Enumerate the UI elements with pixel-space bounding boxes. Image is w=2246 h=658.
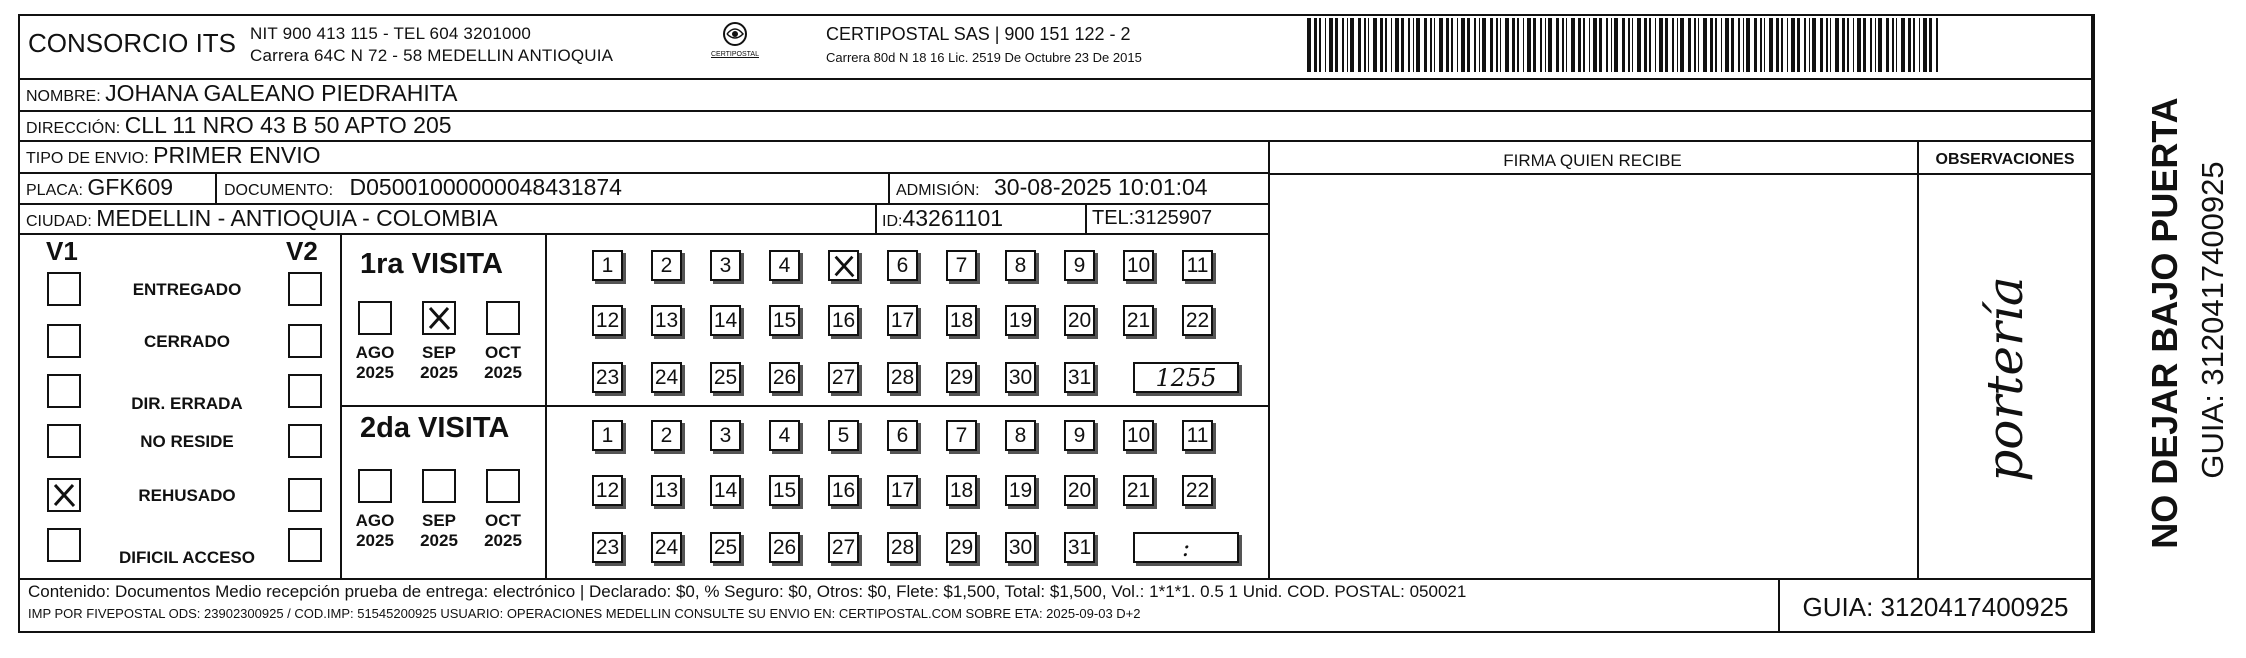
visit1-day-number-3: 3 (719, 254, 732, 277)
visit2-day-7[interactable] (946, 420, 977, 451)
visit2-day-3[interactable] (710, 420, 741, 451)
visit2-day-number-17: 17 (890, 479, 915, 502)
certipostal-address: Carrera 80d N 18 16 Lic. 2519 De Octubre 23 De 2015 (826, 50, 1142, 65)
visit2-day-number-27: 27 (831, 536, 856, 559)
visit1-day-number-16: 16 (831, 309, 856, 332)
visit2-day-19[interactable] (1005, 475, 1036, 506)
id-row (882, 205, 1003, 232)
visit1-month-name-0: AGO (355, 343, 395, 362)
visit2-month-label-1 (409, 511, 469, 551)
visit1-day-number-8: 8 (1014, 254, 1027, 277)
visit2-day-15[interactable] (769, 475, 800, 506)
plate-label: PLACA: (26, 182, 83, 199)
company-name: CONSORCIO ITS (28, 28, 237, 58)
visit1-day-19[interactable] (1005, 305, 1036, 336)
x-mark-icon (424, 303, 454, 333)
status-option-1: CERRADO (144, 332, 230, 351)
admission-label: ADMISIÓN: (896, 182, 980, 199)
visit1-month-year-0: 2025 (356, 363, 394, 382)
visit1-day-18[interactable] (946, 305, 977, 336)
visit1-day-24[interactable] (651, 362, 682, 393)
visit1-day-29[interactable] (946, 362, 977, 393)
visit2-day-number-26: 26 (772, 536, 797, 559)
visit1-day-15[interactable] (769, 305, 800, 336)
visit1-day-number-25: 25 (713, 366, 738, 389)
visit1-month-checkbox-2[interactable] (486, 301, 520, 335)
visit2-day-12[interactable] (592, 475, 623, 506)
visit1-day-12[interactable] (592, 305, 623, 336)
footer-guia: GUIA: 3120417400925 (1802, 592, 2069, 622)
visit1-day-16[interactable] (828, 305, 859, 336)
visit1-time-box[interactable] (1133, 362, 1239, 393)
observations-label: OBSERVACIONES (1935, 151, 2075, 168)
visit2-day-number-18: 18 (949, 479, 974, 502)
v2-checkbox-0[interactable] (288, 272, 322, 306)
city-value: MEDELLIN - ANTIOQUIA - COLOMBIA (96, 205, 498, 231)
visit1-day-30[interactable] (1005, 362, 1036, 393)
name-value: JOHANA GALEANO PIEDRAHITA (105, 80, 458, 106)
visit2-day-number-25: 25 (713, 536, 738, 559)
document-value: D05001000000048431874 (349, 174, 622, 200)
v1-checkbox-2[interactable] (47, 374, 81, 408)
visit2-day-9[interactable] (1064, 420, 1095, 451)
city-row (26, 205, 498, 232)
visit1-month-checkbox-1[interactable] (422, 301, 456, 335)
visit1-day-6[interactable] (887, 250, 918, 281)
certipostal-logo-icon (715, 20, 755, 50)
visit1-day-3[interactable] (710, 250, 741, 281)
visit1-day-number-14: 14 (713, 309, 738, 332)
side-guia: GUIA: 3120417400925 (2195, 161, 2230, 479)
visit2-day-18[interactable] (946, 475, 977, 506)
visit2-day-number-14: 14 (713, 479, 738, 502)
certipostal-name: CERTIPOSTAL SAS | 900 151 122 - 2 (826, 24, 1131, 44)
v2-checkbox-5[interactable] (288, 528, 322, 562)
visit2-day-26[interactable] (769, 532, 800, 563)
document-label: DOCUMENTO: (224, 182, 334, 199)
visit2-day-number-21: 21 (1126, 479, 1151, 502)
visit2-month-name-1: SEP (421, 511, 457, 530)
visit1-day-7[interactable] (946, 250, 977, 281)
visit2-day-number-2: 2 (660, 424, 673, 447)
admission-value: 30-08-2025 10:01:04 (994, 174, 1208, 200)
visit1-day-10[interactable] (1123, 250, 1154, 281)
tel-value: 3125907 (1134, 207, 1213, 229)
visit2-day-20[interactable] (1064, 475, 1095, 506)
visit2-title: 2da VISITA (360, 412, 510, 444)
type-label: TIPO DE ENVIO: (26, 150, 149, 167)
v1-checkbox-0[interactable] (47, 272, 81, 306)
visit2-day-number-10: 10 (1126, 424, 1151, 447)
visit1-day-number-15: 15 (772, 309, 797, 332)
status-option-5: DIFICIL ACCESO (118, 548, 255, 567)
visit1-day-number-22: 22 (1185, 309, 1210, 332)
visit1-day-14[interactable] (710, 305, 741, 336)
visit2-day-11[interactable] (1182, 420, 1213, 451)
plate-value: GFK609 (87, 174, 174, 200)
visit1-day-13[interactable] (651, 305, 682, 336)
visit1-day-number-19: 19 (1008, 309, 1033, 332)
signature-area[interactable] (1270, 175, 1915, 576)
v1-checkbox-1[interactable] (47, 324, 81, 358)
id-value: 43261101 (902, 205, 1004, 231)
visit1-day-number-1: 1 (601, 254, 614, 277)
visit1-day-number-20: 20 (1067, 309, 1092, 332)
visit2-day-number-3: 3 (719, 424, 732, 447)
visit1-day-23[interactable] (592, 362, 623, 393)
visit1-day-2[interactable] (651, 250, 682, 281)
visit2-day-31[interactable] (1064, 532, 1095, 563)
visit2-day-25[interactable] (710, 532, 741, 563)
visit1-month-label-2 (473, 343, 533, 383)
visit2-day-number-19: 19 (1008, 479, 1033, 502)
visit2-day-number-15: 15 (772, 479, 797, 502)
visit1-day-number-26: 26 (772, 366, 797, 389)
address-row (26, 112, 452, 139)
visit2-month-name-0: AGO (355, 511, 395, 530)
visit1-day-11[interactable] (1182, 250, 1213, 281)
visit2-day-number-30: 30 (1008, 536, 1033, 559)
visit1-day-31[interactable] (1064, 362, 1095, 393)
visit1-day-number-6: 6 (896, 254, 909, 277)
visit2-day-2[interactable] (651, 420, 682, 451)
visit2-month-year-0: 2025 (356, 531, 394, 550)
v2-checkbox-4[interactable] (288, 478, 322, 512)
visit1-day-27[interactable] (828, 362, 859, 393)
plate-row (26, 174, 173, 201)
visit1-day-number-30: 30 (1008, 366, 1033, 389)
tel-label: TEL: (1092, 207, 1135, 229)
visit1-day-4[interactable] (769, 250, 800, 281)
visit1-day-number-13: 13 (654, 309, 679, 332)
visit1-day-number-4: 4 (778, 254, 791, 277)
visit1-month-label-1 (409, 343, 469, 383)
visit1-month-checkbox-0[interactable] (358, 301, 392, 335)
visit2-day-number-13: 13 (654, 479, 679, 502)
type-row (26, 142, 321, 169)
visit2-month-checkbox-1[interactable] (422, 469, 456, 503)
visit1-day-22[interactable] (1182, 305, 1213, 336)
visit2-day-number-23: 23 (595, 536, 620, 559)
visit2-day-29[interactable] (946, 532, 977, 563)
visit2-day-number-8: 8 (1014, 424, 1027, 447)
visit2-time-box[interactable] (1133, 532, 1239, 563)
visit1-day-20[interactable] (1064, 305, 1095, 336)
visit2-day-number-6: 6 (896, 424, 909, 447)
visit1-day-21[interactable] (1123, 305, 1154, 336)
visit2-day-number-16: 16 (831, 479, 856, 502)
visit2-day-17[interactable] (887, 475, 918, 506)
visit2-day-21[interactable] (1123, 475, 1154, 506)
v1-checkbox-4[interactable] (47, 478, 81, 512)
name-label: NOMBRE: (26, 88, 101, 105)
v2-checkbox-2[interactable] (288, 374, 322, 408)
name-row (26, 80, 457, 107)
visit1-day-9[interactable] (1064, 250, 1095, 281)
visit1-day-number-11: 11 (1186, 254, 1209, 277)
barcode (1305, 18, 1945, 72)
observations-handwritten: portería (1976, 276, 2034, 482)
visit1-day-5[interactable] (828, 250, 859, 281)
visit1-day-number-24: 24 (654, 366, 679, 389)
visit2-day-24[interactable] (651, 532, 682, 563)
visit1-day-17[interactable] (887, 305, 918, 336)
visit1-day-number-17: 17 (890, 309, 915, 332)
visit2-day-23[interactable] (592, 532, 623, 563)
visit1-day-8[interactable] (1005, 250, 1036, 281)
visit2-day-number-31: 31 (1067, 536, 1092, 559)
type-value: PRIMER ENVIO (153, 142, 321, 168)
visit2-day-number-28: 28 (890, 536, 915, 559)
visit2-day-number-12: 12 (595, 479, 620, 502)
visit2-day-number-1: 1 (601, 424, 614, 447)
visit2-day-14[interactable] (710, 475, 741, 506)
visit1-day-number-7: 7 (955, 254, 968, 277)
v2-checkbox-1[interactable] (288, 324, 322, 358)
visit1-day-number-23: 23 (595, 366, 620, 389)
visit2-day-30[interactable] (1005, 532, 1036, 563)
visit2-month-name-2: OCT (485, 511, 521, 530)
visit1-day-number-2: 2 (660, 254, 673, 277)
x-mark-icon (49, 480, 79, 510)
status-option-2: DIR. ERRADA (131, 394, 243, 413)
tel-row (1092, 207, 1212, 230)
visit1-day-number-9: 9 (1073, 254, 1086, 277)
visit2-day-number-24: 24 (654, 536, 679, 559)
visit1-day-1[interactable] (592, 250, 623, 281)
visit2-day-6[interactable] (887, 420, 918, 451)
v2-checkbox-3[interactable] (288, 424, 322, 458)
visit1-day-number-12: 12 (595, 309, 620, 332)
visit2-day-number-4: 4 (778, 424, 791, 447)
document-row (224, 174, 622, 201)
visit1-day-number-31: 31 (1067, 366, 1092, 389)
visit2-day-number-20: 20 (1067, 479, 1092, 502)
visit2-day-22[interactable] (1182, 475, 1213, 506)
visit2-month-label-0 (345, 511, 405, 551)
footer-content: Contenido: Documentos Medio recepción prueba de entrega: electrónico | Declarado: $0, % Seguro: $0, Otros: $0, Flete: $1,500, Total: $1,500, Vol.: 1*1*1. 0.5 1 Unid. COD. POSTAL: 050021 (28, 582, 1467, 601)
status-option-3: NO RESIDE (140, 432, 234, 451)
visit2-day-28[interactable] (887, 532, 918, 563)
footer-imp: IMP POR FIVEPOSTAL ODS: 23902300925 / COD.IMP: 51545200925 USUARIO: OPERACIONES MEDELLIN CONSULTE SU ENVIO EN: CERTIPOSTAL.COM SOBRE ETA: 2025-09-03 D+2 (28, 606, 1141, 621)
visit2-day-number-11: 11 (1186, 424, 1209, 447)
signature-label: FIRMA QUIEN RECIBE (1503, 151, 1682, 170)
visit2-month-label-2 (473, 511, 533, 551)
visit2-day-number-9: 9 (1073, 424, 1086, 447)
v2-heading: V2 (286, 236, 318, 266)
visit1-day-number-28: 28 (890, 366, 915, 389)
certipostal-logo-text: CERTIPOSTAL (711, 51, 759, 58)
city-label: CIUDAD: (26, 213, 92, 230)
visit2-day-27[interactable] (828, 532, 859, 563)
visit1-month-year-1: 2025 (420, 363, 458, 382)
visit2-day-number-7: 7 (955, 424, 968, 447)
visit2-time: : (1181, 534, 1191, 562)
v1-checkbox-3[interactable] (47, 424, 81, 458)
company-address: Carrera 64C N 72 - 58 MEDELLIN ANTIOQUIA (250, 46, 614, 65)
address-value: CLL 11 NRO 43 B 50 APTO 205 (124, 112, 452, 138)
visit1-day-26[interactable] (769, 362, 800, 393)
v1-checkbox-5[interactable] (47, 528, 81, 562)
visit2-day-10[interactable] (1123, 420, 1154, 451)
visit2-day-16[interactable] (828, 475, 859, 506)
visit1-title: 1ra VISITA (360, 248, 503, 280)
visit1-month-year-2: 2025 (484, 363, 522, 382)
visit1-month-label-0 (345, 343, 405, 383)
side-title: NO DEJAR BAJO PUERTA (2144, 97, 2185, 549)
status-option-0: ENTREGADO (132, 280, 242, 299)
v1-heading: V1 (46, 236, 78, 266)
status-option-4: REHUSADO (138, 486, 236, 505)
visit2-day-5[interactable] (828, 420, 859, 451)
visit2-day-number-5: 5 (837, 424, 850, 447)
visit2-month-year-2: 2025 (484, 531, 522, 550)
visit1-month-name-2: OCT (485, 343, 521, 362)
visit1-day-25[interactable] (710, 362, 741, 393)
visit2-day-1[interactable] (592, 420, 623, 451)
visit2-day-number-29: 29 (949, 536, 974, 559)
visit1-day-number-18: 18 (949, 309, 974, 332)
visit2-month-year-1: 2025 (420, 531, 458, 550)
x-mark-icon (830, 252, 858, 280)
visit1-month-name-1: SEP (421, 343, 457, 362)
visit1-day-number-21: 21 (1126, 309, 1151, 332)
visit1-day-number-29: 29 (949, 366, 974, 389)
visit1-day-number-10: 10 (1126, 254, 1151, 277)
visit1-time: 1255 (1155, 364, 1217, 392)
visit1-day-28[interactable] (887, 362, 918, 393)
visit2-month-checkbox-2[interactable] (486, 469, 520, 503)
visit1-day-number-27: 27 (831, 366, 856, 389)
visit2-month-checkbox-0[interactable] (358, 469, 392, 503)
admission-row (896, 174, 1208, 201)
visit2-day-13[interactable] (651, 475, 682, 506)
visit2-day-number-22: 22 (1185, 479, 1210, 502)
certipostal-logo (700, 20, 770, 70)
visit2-day-8[interactable] (1005, 420, 1036, 451)
company-nit: NIT 900 413 115 - TEL 604 3201000 (250, 24, 532, 43)
visit2-day-4[interactable] (769, 420, 800, 451)
address-label: DIRECCIÓN: (26, 120, 121, 137)
id-label: ID: (882, 213, 903, 230)
